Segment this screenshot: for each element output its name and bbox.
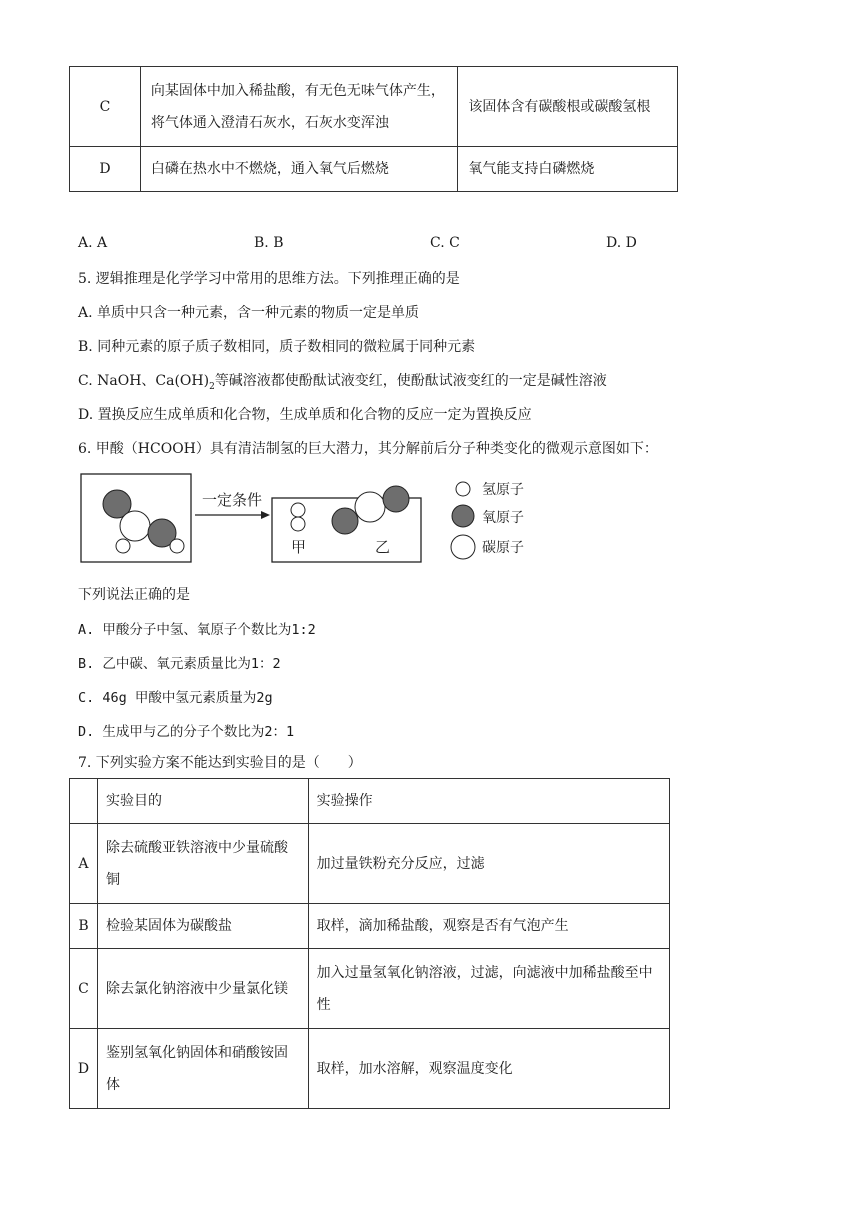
q5-option-c[interactable] [78, 370, 607, 392]
q5-stem: 5. 逻辑推理是化学学习中常用的思维方法。下列推理正确的是 [78, 271, 460, 287]
purpose-cell: 除去硫酸亚铁溶液中少量硫酸铜 [97, 824, 308, 904]
oxygen-legend-icon [452, 505, 474, 527]
table-row [70, 824, 670, 904]
q4-option-d[interactable]: D. D [606, 235, 637, 251]
column-header-operation: 实验操作 [308, 779, 669, 824]
row-label: A [70, 824, 98, 904]
q6-option-c[interactable]: C. 46g 甲酸中氢元素质量为2g [78, 690, 273, 706]
carbon-atom [120, 511, 150, 541]
reaction-diagram [80, 472, 540, 567]
product-a-label: 甲 [291, 539, 307, 556]
row-label: C [70, 949, 98, 1029]
q6-prompt: 下列说法正确的是 [78, 587, 190, 603]
q6-option-b[interactable]: B. 乙中碳、氧元素质量比为1：2 [78, 656, 281, 672]
row-label: D [70, 147, 141, 192]
q4-option-b[interactable]: B. B [254, 235, 284, 251]
experiment-cell: 白磷在热水中不燃烧，通入氧气后燃烧 [140, 147, 457, 192]
table-row [70, 67, 678, 147]
table-row [70, 904, 670, 949]
hydrogen-atom [291, 517, 305, 531]
carbon-atom [355, 492, 385, 522]
oxygen-atom [332, 508, 358, 534]
q6-stem: 6. 甲酸（HCOOH）具有清洁制氢的巨大潜力，其分解前后分子种类变化的微观示意图如下： [78, 441, 658, 457]
q5-option-c-suffix: 等碱溶液都使酚酞试液变红，使酚酞试液变红的一定是碱性溶液 [214, 373, 607, 389]
column-header-purpose: 实验目的 [97, 779, 308, 824]
q7-stem: 7. 下列实验方案不能达到实验目的是（ ） [78, 755, 362, 771]
previous-question-table [69, 66, 678, 192]
table-header-row [70, 779, 670, 824]
purpose-cell: 检验某固体为碳酸盐 [97, 904, 308, 949]
hydrogen-atom [291, 503, 305, 517]
operation-cell: 取样，滴加稀盐酸，观察是否有气泡产生 [308, 904, 669, 949]
row-label: B [70, 904, 98, 949]
legend-label-carbon: 碳原子 [482, 539, 524, 555]
q6-option-a[interactable]: A. 甲酸分子中氢、氧原子个数比为1:2 [78, 622, 316, 638]
operation-cell: 取样，加水溶解，观察温度变化 [308, 1029, 669, 1109]
purpose-cell: 除去氯化钠溶液中少量氯化镁 [97, 949, 308, 1029]
q5-option-d[interactable]: D. 置换反应生成单质和化合物，生成单质和化合物的反应一定为置换反应 [78, 407, 532, 423]
row-label: C [70, 67, 141, 147]
column-header [70, 779, 98, 824]
conclusion-cell: 该固体含有碳酸根或碳酸氢根 [458, 67, 678, 147]
experiment-cell: 向某固体中加入稀盐酸，有无色无味气体产生，将气体通入澄清石灰水，石灰水变浑浊 [140, 67, 457, 147]
experiment-table [69, 778, 670, 1109]
q4-option-c[interactable]: C. C [430, 235, 460, 251]
purpose-cell: 鉴别氢氧化钠固体和硝酸铵固体 [97, 1029, 308, 1109]
hydrogen-legend-icon [456, 482, 470, 496]
q6-option-d[interactable]: D. 生成甲与乙的分子个数比为2：1 [78, 724, 295, 740]
condition-label: 一定条件 [202, 492, 263, 509]
table-row [70, 1029, 670, 1109]
q5-option-c-prefix: C. NaOH、Ca(OH) [78, 373, 210, 389]
product-b-label: 乙 [375, 539, 391, 556]
q5-option-b[interactable]: B. 同种元素的原子质子数相同，质子数相同的微粒属于同种元素 [78, 339, 476, 355]
subscript: 2 [209, 381, 215, 392]
hydrogen-atom [116, 539, 130, 553]
row-label: D [70, 1029, 98, 1109]
carbon-legend-icon [451, 535, 475, 559]
operation-cell: 加入过量氢氧化钠溶液，过滤，向滤液中加稀盐酸至中性 [308, 949, 669, 1029]
arrow-head-icon [261, 511, 270, 519]
q4-option-a[interactable]: A. A [78, 235, 108, 251]
conclusion-cell: 氧气能支持白磷燃烧 [458, 147, 678, 192]
legend-label-hydrogen: 氢原子 [482, 481, 524, 497]
operation-cell: 加过量铁粉充分反应，过滤 [308, 824, 669, 904]
legend-label-oxygen: 氧原子 [482, 509, 524, 525]
oxygen-atom [383, 486, 409, 512]
table-row [70, 949, 670, 1029]
table-row [70, 147, 678, 192]
q5-option-a[interactable]: A. 单质中只含一种元素，含一种元素的物质一定是单质 [78, 305, 420, 321]
hydrogen-atom [170, 539, 184, 553]
